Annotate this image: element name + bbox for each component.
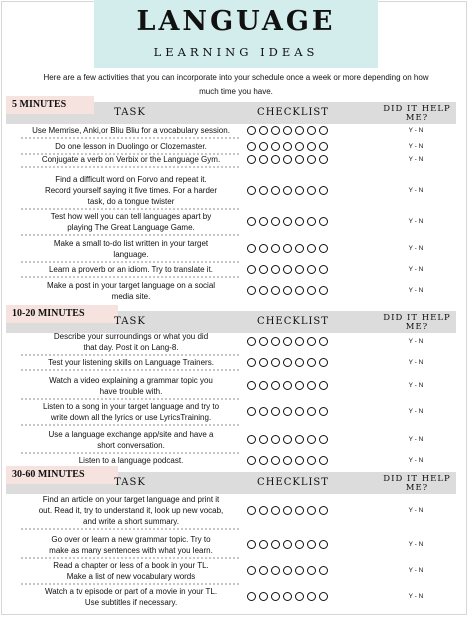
checklist-circles: [247, 358, 328, 368]
yes-no-choice[interactable]: Y - N: [408, 456, 424, 464]
checklist-circles: [247, 142, 328, 152]
checklist-circle[interactable]: [307, 142, 316, 151]
task-text-line: make as many sentences with what you learn.: [49, 546, 213, 555]
checklist-circles: [247, 286, 328, 296]
checklist-circle[interactable]: [271, 186, 280, 195]
checklist-circle[interactable]: [319, 142, 328, 151]
yes-no-choice[interactable]: Y - N: [408, 155, 424, 163]
checklist-circle[interactable]: [295, 337, 304, 346]
checklist-circle[interactable]: [259, 286, 268, 295]
task-text-line: write down all the lyrics or use LyricsTraining.: [50, 413, 212, 422]
checklist-circle[interactable]: [307, 435, 316, 444]
yes-no-choice[interactable]: Y - N: [408, 287, 424, 294]
checklist-circle[interactable]: [319, 217, 328, 226]
checklist-circle[interactable]: [307, 540, 316, 549]
row-divider: [20, 452, 240, 454]
checklist-circle[interactable]: [283, 244, 292, 253]
checklist-circle[interactable]: [307, 358, 316, 367]
task-description: [16, 154, 246, 165]
checklist-circle[interactable]: [271, 566, 280, 575]
checklist-circle[interactable]: [307, 244, 316, 253]
checklist-circles: [247, 126, 328, 136]
checklist-circle[interactable]: [283, 286, 292, 295]
task-text-line: language.: [113, 250, 149, 259]
checklist-circle[interactable]: [295, 155, 304, 164]
row-divider: [20, 424, 240, 426]
task-text-line: Test how well you can tell languages apart by: [50, 212, 212, 221]
row-divider: [20, 234, 240, 236]
checklist-circle[interactable]: [271, 337, 280, 346]
checklist-circles: [247, 435, 328, 445]
checklist-circles: [247, 381, 328, 391]
checklist-circle[interactable]: [295, 358, 304, 367]
checklist-circle[interactable]: [271, 381, 280, 390]
checklist-column-header: CHECKLIST: [257, 107, 329, 118]
section-time-label: 10-20 MINUTES: [6, 305, 118, 323]
page-subtitle: LEARNING IDEAS: [153, 45, 319, 59]
checklist-circle[interactable]: [307, 506, 316, 515]
checklist-circle[interactable]: [319, 337, 328, 346]
checklist-circle[interactable]: [283, 456, 292, 465]
checklist-circle[interactable]: [259, 506, 268, 515]
yes-no-choice[interactable]: Y - N: [408, 567, 424, 574]
checklist-circle[interactable]: [283, 407, 292, 416]
task-text-line: and write a short summary.: [83, 517, 179, 526]
checklist-circle[interactable]: [247, 456, 256, 465]
checklist-circle[interactable]: [295, 142, 304, 151]
task-description: [16, 174, 246, 207]
checklist-circle[interactable]: [319, 506, 328, 515]
checklist-circle[interactable]: [319, 540, 328, 549]
task-description: [16, 429, 246, 451]
checklist-circle[interactable]: [259, 358, 268, 367]
help-column-header: DID IT HELP ME?: [383, 313, 451, 332]
checklist-circle[interactable]: [259, 407, 268, 416]
checklist-circle[interactable]: [319, 286, 328, 295]
task-description: [16, 125, 246, 136]
row-divider: [20, 166, 240, 168]
checklist-circle[interactable]: [295, 217, 304, 226]
task-text-line: Make a list of new vocabulary words: [66, 572, 196, 581]
checklist-circle[interactable]: [295, 186, 304, 195]
checklist-circle[interactable]: [247, 540, 256, 549]
checklist-circle[interactable]: [295, 592, 304, 601]
task-text-line: Learn a proverb or an idiom. Try to translate it.: [48, 265, 214, 274]
checklist-circles: [247, 592, 328, 602]
checklist-circle[interactable]: [247, 142, 256, 151]
row-divider: [20, 398, 240, 400]
checklist-circles: [247, 186, 328, 196]
task-text-line: Listen to a language podcast.: [78, 456, 184, 465]
checklist-circles: [247, 566, 328, 576]
checklist-circle[interactable]: [247, 407, 256, 416]
checklist-circle[interactable]: [307, 407, 316, 416]
checklist-circle[interactable]: [283, 540, 292, 549]
checklist-circles: [247, 265, 328, 275]
row-divider: [20, 208, 240, 210]
help-column-header: DID IT HELP ME?: [383, 474, 451, 493]
checklist-circle[interactable]: [247, 506, 256, 515]
checklist-circle[interactable]: [319, 407, 328, 416]
help-column-header: DID IT HELP ME?: [383, 104, 451, 123]
checklist-circle[interactable]: [271, 407, 280, 416]
task-text-line: Use subtitles if necessary.: [84, 598, 178, 607]
checklist-circle[interactable]: [307, 265, 316, 274]
yes-no-choice[interactable]: Y - N: [408, 382, 424, 389]
checklist-circle[interactable]: [247, 265, 256, 274]
checklist-circle[interactable]: [271, 435, 280, 444]
checklist-circle[interactable]: [283, 186, 292, 195]
row-divider: [20, 528, 240, 530]
checklist-circle[interactable]: [307, 217, 316, 226]
checklist-circle[interactable]: [319, 126, 328, 135]
checklist-circle[interactable]: [295, 126, 304, 135]
checklist-circle[interactable]: [247, 435, 256, 444]
checklist-circle[interactable]: [271, 142, 280, 151]
checklist-circle[interactable]: [259, 186, 268, 195]
checklist-circle[interactable]: [271, 155, 280, 164]
task-description: [16, 534, 246, 556]
checklist-circle[interactable]: [307, 126, 316, 135]
checklist-circle[interactable]: [271, 540, 280, 549]
task-description: [16, 586, 246, 608]
checklist-circle[interactable]: [259, 435, 268, 444]
checklist-circle[interactable]: [271, 265, 280, 274]
checklist-circle[interactable]: [283, 155, 292, 164]
checklist-circles: [247, 540, 328, 550]
checklist-circle[interactable]: [259, 540, 268, 549]
checklist-circles: [247, 407, 328, 417]
task-description: [16, 560, 246, 582]
checklist-circle[interactable]: [283, 337, 292, 346]
checklist-circle[interactable]: [271, 244, 280, 253]
yes-no-choice[interactable]: Y - N: [408, 593, 424, 600]
checklist-circle[interactable]: [271, 358, 280, 367]
task-text-line: Conjugate a verb on Verbix or the Language Gym.: [41, 155, 221, 164]
task-description: [16, 455, 246, 466]
checklist-circle[interactable]: [295, 540, 304, 549]
task-text-line: media site.: [111, 292, 151, 301]
checklist-circle[interactable]: [259, 337, 268, 346]
task-text-line: Test your listening skills on Language Trainers.: [48, 358, 214, 367]
intro-text: Here are a few activities that you can incorporate into your schedule once a week or more depending on how much time you have.: [43, 73, 429, 96]
task-text-line: Record yourself saying it five times. For a harder: [44, 186, 218, 195]
yes-no-choice[interactable]: Y - N: [408, 436, 424, 443]
yes-no-choice[interactable]: Y - N: [408, 265, 424, 273]
checklist-circle[interactable]: [307, 286, 316, 295]
task-column-header: TASK: [114, 107, 146, 118]
checklist-circle[interactable]: [259, 566, 268, 575]
checklist-circle[interactable]: [283, 126, 292, 135]
section-time-label: 5 MINUTES: [6, 96, 94, 114]
yes-no-choice[interactable]: Y - N: [408, 338, 424, 345]
checklist-circle[interactable]: [307, 592, 316, 601]
yes-no-choice[interactable]: Y - N: [408, 541, 424, 548]
row-divider: [20, 137, 240, 139]
task-text-line: that day. Post it on Lang-8.: [83, 343, 179, 352]
task-text-line: Do one lesson in Duolingo or Clozemaster.: [55, 142, 207, 151]
checklist-circle[interactable]: [247, 381, 256, 390]
checklist-circle[interactable]: [271, 592, 280, 601]
page-title: LANGUAGE: [136, 6, 336, 37]
checklist-circle[interactable]: [283, 358, 292, 367]
row-divider: [20, 276, 240, 278]
task-text-line: out. Read it, try to understand it, look up new vocab,: [38, 506, 224, 515]
checklist-circle[interactable]: [283, 506, 292, 515]
checklist-circle[interactable]: [319, 566, 328, 575]
checklist-circle[interactable]: [295, 456, 304, 465]
checklist-circle[interactable]: [283, 265, 292, 274]
checklist-circles: [247, 337, 328, 347]
row-divider: [20, 369, 240, 371]
checklist-circle[interactable]: [247, 217, 256, 226]
task-text-line: Find an article on your target language and print it: [42, 495, 220, 504]
checklist-circle[interactable]: [295, 244, 304, 253]
checklist-circle[interactable]: [247, 566, 256, 575]
checklist-circle[interactable]: [319, 435, 328, 444]
task-description: [16, 141, 246, 152]
task-description: [16, 375, 246, 397]
checklist-circle[interactable]: [307, 456, 316, 465]
yes-no-choice[interactable]: Y - N: [408, 186, 424, 194]
checklist-circle[interactable]: [247, 337, 256, 346]
checklist-circle[interactable]: [283, 142, 292, 151]
task-description: [16, 264, 246, 275]
checklist-column-header: CHECKLIST: [257, 477, 329, 488]
checklist-circle[interactable]: [247, 155, 256, 164]
checklist-circle[interactable]: [307, 566, 316, 575]
task-column-header: TASK: [114, 477, 146, 488]
checklist-circle[interactable]: [259, 244, 268, 253]
checklist-circle[interactable]: [319, 265, 328, 274]
yes-no-choice[interactable]: Y - N: [408, 126, 424, 134]
checklist-circle[interactable]: [283, 217, 292, 226]
row-divider: [20, 583, 240, 585]
task-description: [16, 357, 246, 368]
task-text-line: Make a post in your target language on a social: [46, 281, 216, 290]
checklist-circles: [247, 456, 328, 466]
checklist-circle[interactable]: [295, 381, 304, 390]
task-text-line: Make a small to-do list written in your target: [53, 239, 209, 248]
checklist-circle[interactable]: [319, 456, 328, 465]
checklist-circle[interactable]: [295, 506, 304, 515]
checklist-circles: [247, 155, 328, 165]
yes-no-choice[interactable]: Y - N: [408, 218, 424, 225]
checklist-circle[interactable]: [271, 217, 280, 226]
task-description: [16, 211, 246, 233]
checklist-circle[interactable]: [271, 506, 280, 515]
checklist-circle[interactable]: [319, 381, 328, 390]
task-text-line: task, do a tongue twister: [87, 197, 175, 206]
checklist-circle[interactable]: [259, 265, 268, 274]
task-column-header: TASK: [114, 316, 146, 327]
task-text-line: Read a chapter or less of a book in your TL.: [53, 561, 209, 570]
task-text-line: Find a difficult word on Forvo and repeat it.: [55, 175, 207, 184]
checklist-circle[interactable]: [319, 358, 328, 367]
task-text-line: short conversation.: [97, 441, 165, 450]
task-text-line: Go over or learn a new grammar topic. Try to: [51, 535, 211, 544]
task-text-line: Listen to a song in your target language and try to: [42, 402, 220, 411]
checklist-circles: [247, 506, 328, 516]
checklist-circle[interactable]: [271, 286, 280, 295]
checklist-circle[interactable]: [247, 126, 256, 135]
checklist-circle[interactable]: [295, 566, 304, 575]
yes-no-choice[interactable]: Y - N: [408, 358, 424, 366]
checklist-circle[interactable]: [259, 217, 268, 226]
checklist-circle[interactable]: [319, 186, 328, 195]
task-text-line: Watch a tv episode or part of a movie in your TL.: [44, 587, 218, 596]
checklist-circle[interactable]: [259, 126, 268, 135]
task-text-line: have trouble with.: [99, 387, 163, 396]
yes-no-choice[interactable]: Y - N: [408, 245, 424, 252]
task-text-line: Watch a video explaining a grammar topic you: [49, 376, 213, 385]
checklist-circle[interactable]: [259, 381, 268, 390]
checklist-circles: [247, 217, 328, 227]
checklist-circles: [247, 244, 328, 254]
checklist-circle[interactable]: [247, 186, 256, 195]
checklist-circle[interactable]: [271, 126, 280, 135]
checklist-circle[interactable]: [319, 244, 328, 253]
checklist-circle[interactable]: [295, 265, 304, 274]
checklist-circle[interactable]: [307, 186, 316, 195]
task-description: [16, 238, 246, 260]
checklist-circle[interactable]: [319, 155, 328, 164]
checklist-circle[interactable]: [319, 592, 328, 601]
checklist-circle[interactable]: [247, 286, 256, 295]
checklist-circle[interactable]: [283, 592, 292, 601]
task-description: [16, 331, 246, 353]
checklist-circle[interactable]: [283, 381, 292, 390]
task-text-line: Use a language exchange app/site and have a: [48, 430, 214, 439]
row-divider: [20, 354, 240, 356]
checklist-column-header: CHECKLIST: [257, 316, 329, 327]
row-divider: [20, 557, 240, 559]
checklist-circle[interactable]: [307, 381, 316, 390]
task-description: [16, 401, 246, 423]
checklist-circle[interactable]: [247, 358, 256, 367]
checklist-circle[interactable]: [295, 286, 304, 295]
task-description: [16, 280, 246, 302]
task-text-line: Describe your surroundings or what you did: [53, 332, 209, 341]
checklist-circle[interactable]: [283, 435, 292, 444]
section-time-label: 30-60 MINUTES: [6, 466, 118, 484]
yes-no-choice[interactable]: Y - N: [408, 142, 424, 150]
task-text-line: Use Memrise, Anki,or Bliu Bliu for a vocabulary session.: [32, 126, 230, 135]
task-description: [16, 494, 246, 527]
task-text-line: playing The Great Language Game.: [67, 223, 195, 232]
checklist-circle[interactable]: [295, 407, 304, 416]
row-divider: [20, 261, 240, 263]
checklist-circle[interactable]: [271, 456, 280, 465]
checklist-circle[interactable]: [307, 337, 316, 346]
checklist-circle[interactable]: [259, 142, 268, 151]
yes-no-choice[interactable]: Y - N: [408, 506, 424, 514]
yes-no-choice[interactable]: Y - N: [408, 408, 424, 415]
checklist-circle[interactable]: [295, 435, 304, 444]
checklist-circle[interactable]: [259, 456, 268, 465]
checklist-circle[interactable]: [259, 592, 268, 601]
checklist-circle[interactable]: [283, 566, 292, 575]
checklist-circle[interactable]: [307, 155, 316, 164]
checklist-circle[interactable]: [259, 155, 268, 164]
checklist-circle[interactable]: [247, 244, 256, 253]
checklist-circle[interactable]: [247, 592, 256, 601]
